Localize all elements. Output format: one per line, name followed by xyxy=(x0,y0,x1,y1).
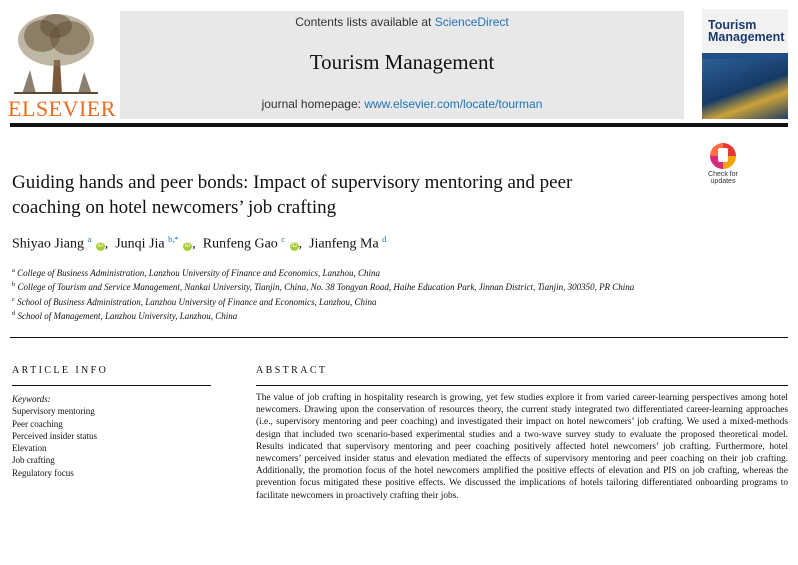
author-affiliation-marker[interactable]: d xyxy=(382,234,387,244)
section-divider xyxy=(10,337,788,338)
keyword-item: Elevation xyxy=(12,443,47,454)
abstract-rule xyxy=(256,385,788,386)
contents-prefix: Contents lists available at xyxy=(295,15,432,29)
title-line1: Guiding hands and peer bonds: Impact of supervisory mentoring and peer xyxy=(12,172,573,193)
affiliation-text: School of Management, Lanzhou University, Lanzhou, China xyxy=(17,310,238,321)
orcid-icon[interactable]: iD xyxy=(291,242,297,249)
cover-title xyxy=(708,19,784,43)
orcid-icon[interactable]: iD xyxy=(97,242,104,249)
cover-photo xyxy=(702,59,788,119)
affiliation-marker: a xyxy=(12,267,15,274)
abstract-heading: ABSTRACT xyxy=(256,365,328,376)
affiliation-item xyxy=(12,279,692,293)
affiliation-item xyxy=(12,265,692,279)
keyword-item: Supervisory mentoring xyxy=(12,406,95,417)
author-list: Shiyao Jiang $^a$ iD , Junqi Jia $^{b,*}$ iD , Runfeng Gao $^c$ iD , Jianfeng Ma $^d$ xyxy=(12,234,387,252)
title-line2: coaching on hotel newcomers’ job crafting xyxy=(12,197,337,218)
affiliation-text: School of Business Administration, Lanzhou University of Finance and Economics, Lanzhou, China xyxy=(17,296,377,307)
keywords-label: Keywords: xyxy=(12,394,51,404)
homepage-prefix: journal homepage: xyxy=(261,97,361,111)
author-name[interactable]: Jianfeng Ma xyxy=(309,236,379,252)
affiliation-marker: b xyxy=(12,281,16,289)
keyword-item: Job crafting xyxy=(12,455,55,466)
journal-homepage-link[interactable]: www.elsevier.com/locate/tourman xyxy=(364,97,543,111)
journal-masthead xyxy=(120,11,684,119)
author-name[interactable]: Junqi Jia xyxy=(115,236,165,252)
affiliation-text: College of Business Administration, Lanzhou University of Finance and Economics, Lanzhou, China xyxy=(17,268,380,278)
journal-title: Tourism Management xyxy=(309,50,495,74)
journal-cover-image[interactable] xyxy=(702,9,788,119)
keyword-item: Peer coaching xyxy=(12,418,63,429)
cover-title-line2: Management xyxy=(708,30,785,44)
article-info-heading: ARTICLE INFO xyxy=(12,365,109,376)
orcid-icon[interactable]: iD xyxy=(184,242,191,249)
cover-title-line1: Tourism xyxy=(708,18,757,32)
publisher-wordmark: ELSEVIER xyxy=(8,96,116,121)
check-updates-icon xyxy=(710,143,736,169)
keyword-item: Perceived insider status xyxy=(12,430,97,441)
check-updates-line2: updates xyxy=(710,178,736,185)
contents-line xyxy=(120,15,684,29)
check-for-updates-button[interactable] xyxy=(704,143,742,187)
header-rule xyxy=(10,123,788,127)
check-updates-label xyxy=(704,171,742,185)
affiliations xyxy=(12,265,692,322)
author-affiliation-marker[interactable]: b,* xyxy=(168,234,179,244)
affiliation-text: College of Tourism and Service Management, Nankai University, Tianjin, China, No. 38 Tongyan Road, Haihe Education Park, Jinnan District, Tianjin, 300350, PR China xyxy=(17,282,635,293)
keyword-item: Regulatory focus xyxy=(12,467,74,478)
affiliation-marker: d xyxy=(12,309,16,317)
affiliation-marker: c xyxy=(12,295,15,303)
author-name[interactable]: Shiyao Jiang xyxy=(12,236,84,252)
affiliation-item xyxy=(12,294,692,308)
sciencedirect-link[interactable]: ScienceDirect xyxy=(434,15,509,29)
check-updates-line1: Check for xyxy=(708,171,738,178)
article-info-rule xyxy=(12,385,211,386)
keywords-list xyxy=(12,393,97,479)
paper-title xyxy=(12,170,692,220)
author-affiliation-marker[interactable]: a xyxy=(87,234,92,244)
abstract-text: The value of job crafting in hospitality research is growing, yet few studies explore it from varied career-learning perspectives among hotel newcomers. Drawing upon the conservation of resources theory, the current study integrated two differentiated career-learning approaches (i.e., supervisory mentoring and peer coaching) and investigated their impact on hotel newcomers’ job crafting. We used a mixed-methods design that included two scenario-based experimental studies and a two-wave survey study to evaluate the proposed theoretical model. Results indicated that supervisory mentoring and peer coaching positively affected hotel newcomers’ job crafting. Furthermore, hotel newcomers’ perceived insider status and elevation mediated the effects of supervisory mentoring and peer coaching on their job crafting. Additionally, the promotion focus of the hotel newcomers amplified the positive effects of elevation and PIS on job crafting, whereas the prevention focus mitigated these positive effects. We discussed the implications of hotels tailoring differentiated onboarding programs to facilitate newcomers in proactively crafting their jobs. xyxy=(256,393,788,501)
affiliation-item xyxy=(12,308,692,322)
homepage-line xyxy=(120,97,684,111)
author-name[interactable]: Runfeng Gao xyxy=(202,236,278,252)
author-affiliation-marker[interactable]: c xyxy=(281,234,286,244)
